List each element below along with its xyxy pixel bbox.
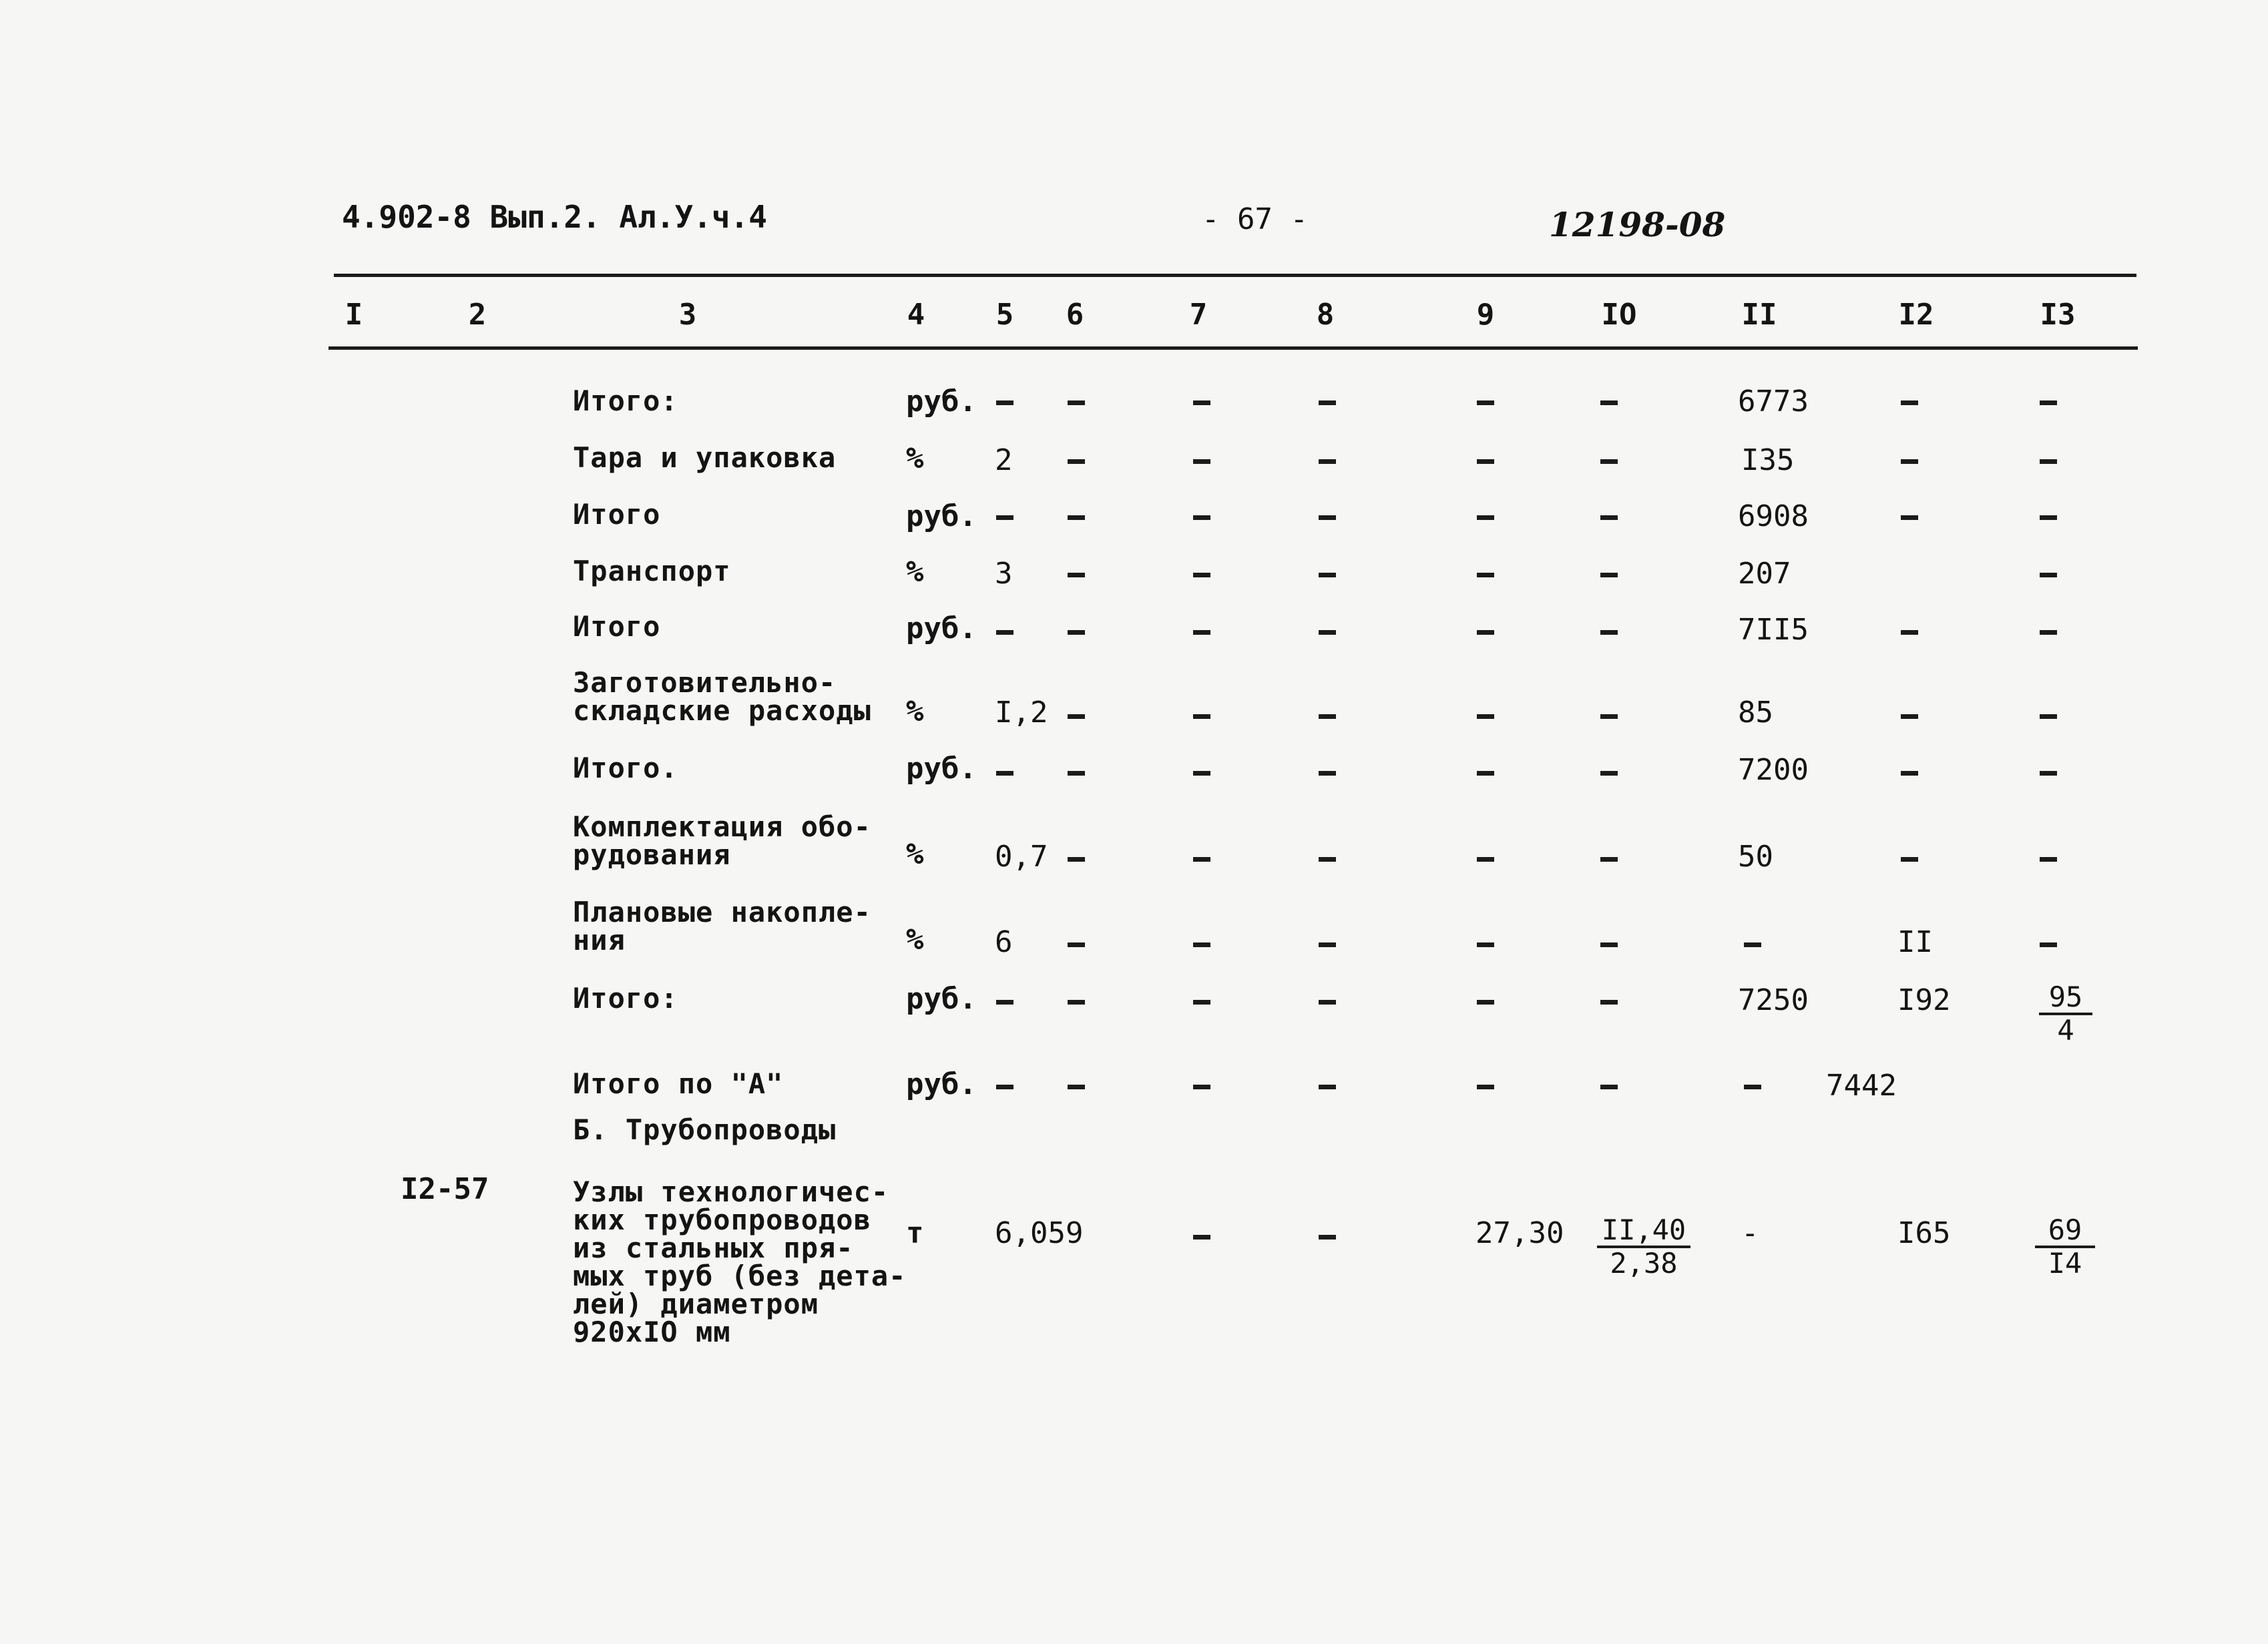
- row-label: Итого:: [573, 982, 678, 1015]
- empty-cell-dash: [996, 630, 1013, 635]
- empty-cell-dash: [1193, 1085, 1210, 1089]
- empty-cell-dash: [1193, 400, 1210, 405]
- empty-cell-dash: [1744, 1085, 1761, 1089]
- cell-col11: 7200: [1738, 753, 1809, 787]
- row-label: Заготовительно-: [573, 666, 837, 699]
- row-unit: %: [906, 922, 924, 956]
- row-label: Итого:: [573, 384, 678, 417]
- row-unit: %: [906, 694, 924, 728]
- empty-cell-dash: [1600, 1085, 1618, 1089]
- empty-cell-dash: [1319, 459, 1336, 464]
- row-unit: %: [906, 837, 924, 871]
- cell-col12: II: [1897, 925, 1933, 959]
- fraction-denominator: 4: [2057, 1014, 2074, 1047]
- column-header: 2: [468, 298, 487, 332]
- cell-col11: 207: [1738, 557, 1791, 591]
- empty-cell-dash: [1319, 1235, 1336, 1240]
- empty-cell-dash: [1600, 630, 1618, 635]
- empty-cell-dash: [1319, 1000, 1336, 1005]
- empty-cell-dash: [1477, 771, 1494, 776]
- empty-cell-dash: [1600, 942, 1618, 947]
- row-unit: руб.: [906, 982, 977, 1016]
- empty-cell-dash: [1901, 630, 1918, 635]
- fraction-numerator: 95: [2048, 981, 2083, 1013]
- empty-cell-dash: [1193, 1000, 1210, 1005]
- document-code: 4.902-8 Вып.2. Ал.У.ч.4: [342, 199, 767, 235]
- empty-cell-dash: [1068, 714, 1085, 719]
- item-desc-line: ких трубопроводов: [573, 1203, 871, 1236]
- row-unit: руб.: [906, 611, 977, 645]
- empty-cell-dash: [1901, 400, 1918, 405]
- cell-col5: I,2: [995, 696, 1048, 730]
- empty-cell-dash: [996, 1000, 1013, 1005]
- empty-cell-dash: [1477, 459, 1494, 464]
- row-label: Итого: [573, 610, 661, 643]
- empty-cell-dash: [1193, 857, 1210, 862]
- empty-cell-dash: [1901, 857, 1918, 862]
- empty-cell-dash: [1068, 573, 1085, 577]
- empty-cell-dash: [1068, 771, 1085, 776]
- row-unit: руб.: [906, 499, 977, 533]
- empty-cell-dash: [1901, 714, 1918, 719]
- table-header-rule: [328, 346, 2138, 350]
- cell-col5: 6: [995, 925, 1013, 959]
- empty-cell-dash: [1477, 714, 1494, 719]
- empty-cell-dash: [1600, 771, 1618, 776]
- empty-cell-dash: [2040, 630, 2057, 635]
- cell-col11: 6773: [1738, 384, 1809, 419]
- empty-cell-dash: [1744, 942, 1761, 947]
- item-desc-line: мых труб (без дета-: [573, 1260, 907, 1292]
- empty-cell-dash: [1319, 714, 1336, 719]
- row-unit: руб.: [906, 384, 977, 419]
- empty-cell-dash: [1477, 630, 1494, 635]
- cell-col11: I35: [1741, 443, 1795, 477]
- column-header: 9: [1476, 298, 1495, 332]
- column-header: II: [1741, 298, 1777, 332]
- empty-cell-dash: [1901, 459, 1918, 464]
- empty-cell-dash: [2040, 771, 2057, 776]
- empty-cell-dash: [1068, 1085, 1085, 1089]
- item-unit: т: [906, 1216, 924, 1250]
- row-label: Плановые накопле-: [573, 896, 871, 928]
- row-label-cont: рудования: [573, 838, 731, 871]
- row-label: Тара и упаковка: [573, 441, 837, 474]
- cell-col11: 6908: [1738, 499, 1809, 533]
- empty-cell-dash: [1477, 1000, 1494, 1005]
- empty-cell-dash: [1600, 515, 1618, 520]
- page-number: - 67 -: [1202, 202, 1308, 236]
- empty-cell-dash: [1477, 573, 1494, 577]
- column-header: I3: [2040, 298, 2076, 332]
- empty-cell-dash: [1319, 942, 1336, 947]
- column-header: 5: [995, 298, 1014, 332]
- empty-cell-dash: [1477, 942, 1494, 947]
- empty-cell-dash: [1193, 573, 1210, 577]
- empty-cell-dash: [1319, 771, 1336, 776]
- empty-cell-dash: [1193, 515, 1210, 520]
- empty-cell-dash: [1477, 857, 1494, 862]
- item-desc-line: Узлы технологичес-: [573, 1175, 889, 1208]
- item-col10-fraction: [1597, 1213, 1690, 1280]
- cell-col13-fraction: [2039, 983, 2092, 1045]
- stamp-number: 12198-08: [1549, 205, 1726, 244]
- empty-cell-dash: [2040, 459, 2057, 464]
- cell-col11: 85: [1738, 696, 1773, 730]
- empty-cell-dash: [1600, 1000, 1618, 1005]
- row-label-cont: складские расходы: [573, 694, 871, 727]
- table-top-rule: [334, 274, 2136, 277]
- empty-cell-dash: [2040, 857, 2057, 862]
- item-desc-line: из стальных пря-: [573, 1231, 854, 1264]
- empty-cell-dash: [1193, 942, 1210, 947]
- column-header: 7: [1189, 298, 1208, 332]
- empty-cell-dash: [1600, 714, 1618, 719]
- empty-cell-dash: [1068, 857, 1085, 862]
- empty-cell-dash: [1319, 1085, 1336, 1089]
- empty-cell-dash: [1600, 459, 1618, 464]
- empty-cell-dash: [1600, 857, 1618, 862]
- item-col12: I65: [1897, 1216, 1951, 1250]
- row-unit: %: [906, 555, 924, 589]
- item-col11: -: [1741, 1216, 1759, 1250]
- empty-cell-dash: [1068, 515, 1085, 520]
- empty-cell-dash: [996, 771, 1013, 776]
- column-header: 8: [1316, 298, 1335, 332]
- empty-cell-dash: [1600, 573, 1618, 577]
- column-header: I: [345, 298, 363, 332]
- empty-cell-dash: [1193, 630, 1210, 635]
- empty-cell-dash: [1193, 459, 1210, 464]
- row-label: Итого: [573, 498, 661, 531]
- row-label-cont: ния: [573, 924, 626, 956]
- empty-cell-dash: [2040, 400, 2057, 405]
- row-label: Итого по "А": [573, 1067, 784, 1100]
- section-heading: Б. Трубопроводы: [573, 1113, 837, 1146]
- empty-cell-dash: [1193, 771, 1210, 776]
- empty-cell-dash: [996, 1085, 1013, 1089]
- cell-col5: 0,7: [995, 840, 1048, 874]
- column-header: I2: [1898, 298, 1934, 332]
- empty-cell-dash: [1477, 515, 1494, 520]
- empty-cell-dash: [1068, 459, 1085, 464]
- empty-cell-dash: [1901, 771, 1918, 776]
- cell-col11: 7II5: [1738, 613, 1809, 647]
- empty-cell-dash: [1600, 400, 1618, 405]
- item-code: I2-57: [401, 1172, 489, 1206]
- empty-cell-dash: [996, 515, 1013, 520]
- column-header: IO: [1601, 298, 1637, 332]
- column-header: 6: [1066, 298, 1084, 332]
- empty-cell-dash: [996, 400, 1013, 405]
- empty-cell-dash: [1319, 573, 1336, 577]
- empty-cell-dash: [1477, 1085, 1494, 1089]
- empty-cell-dash: [2040, 515, 2057, 520]
- item-col5: 6,059: [995, 1216, 1084, 1250]
- empty-cell-dash: [1319, 630, 1336, 635]
- fraction-denominator: I4: [2048, 1247, 2082, 1280]
- empty-cell-dash: [1068, 400, 1085, 405]
- empty-cell-dash: [1068, 1000, 1085, 1005]
- item-col9: 27,30: [1476, 1216, 1564, 1250]
- cell-col12: I92: [1897, 983, 1951, 1017]
- empty-cell-dash: [2040, 714, 2057, 719]
- empty-cell-dash: [1901, 515, 1918, 520]
- cell-col11: 50: [1738, 840, 1773, 874]
- item-col13-fraction: [2035, 1213, 2095, 1280]
- empty-cell-dash: [1193, 1235, 1210, 1240]
- empty-cell-dash: [1319, 400, 1336, 405]
- row-label: Итого.: [573, 752, 678, 784]
- empty-cell-dash: [2040, 942, 2057, 947]
- empty-cell-dash: [1319, 515, 1336, 520]
- fraction-numerator: II,40: [1601, 1213, 1686, 1246]
- fraction-denominator: 2,38: [1610, 1247, 1678, 1280]
- item-desc-line: 920хIO мм: [573, 1316, 731, 1348]
- empty-cell-dash: [1319, 857, 1336, 862]
- row-unit: руб.: [906, 752, 977, 786]
- cell-col12: 7442: [1826, 1069, 1897, 1103]
- empty-cell-dash: [2040, 573, 2057, 577]
- item-desc-line: лей) диаметром: [573, 1288, 819, 1320]
- row-unit: %: [906, 441, 924, 475]
- column-header: 4: [907, 298, 925, 332]
- empty-cell-dash: [1193, 714, 1210, 719]
- column-header: 3: [678, 298, 697, 332]
- row-label: Комплектация обо-: [573, 810, 871, 843]
- cell-col5: 2: [995, 443, 1013, 477]
- empty-cell-dash: [1477, 400, 1494, 405]
- empty-cell-dash: [1068, 630, 1085, 635]
- row-unit: руб.: [906, 1067, 977, 1101]
- cell-col5: 3: [995, 557, 1013, 591]
- row-label: Транспорт: [573, 555, 731, 587]
- empty-cell-dash: [1068, 942, 1085, 947]
- fraction-numerator: 69: [2048, 1213, 2082, 1246]
- cell-col11: 7250: [1738, 983, 1809, 1017]
